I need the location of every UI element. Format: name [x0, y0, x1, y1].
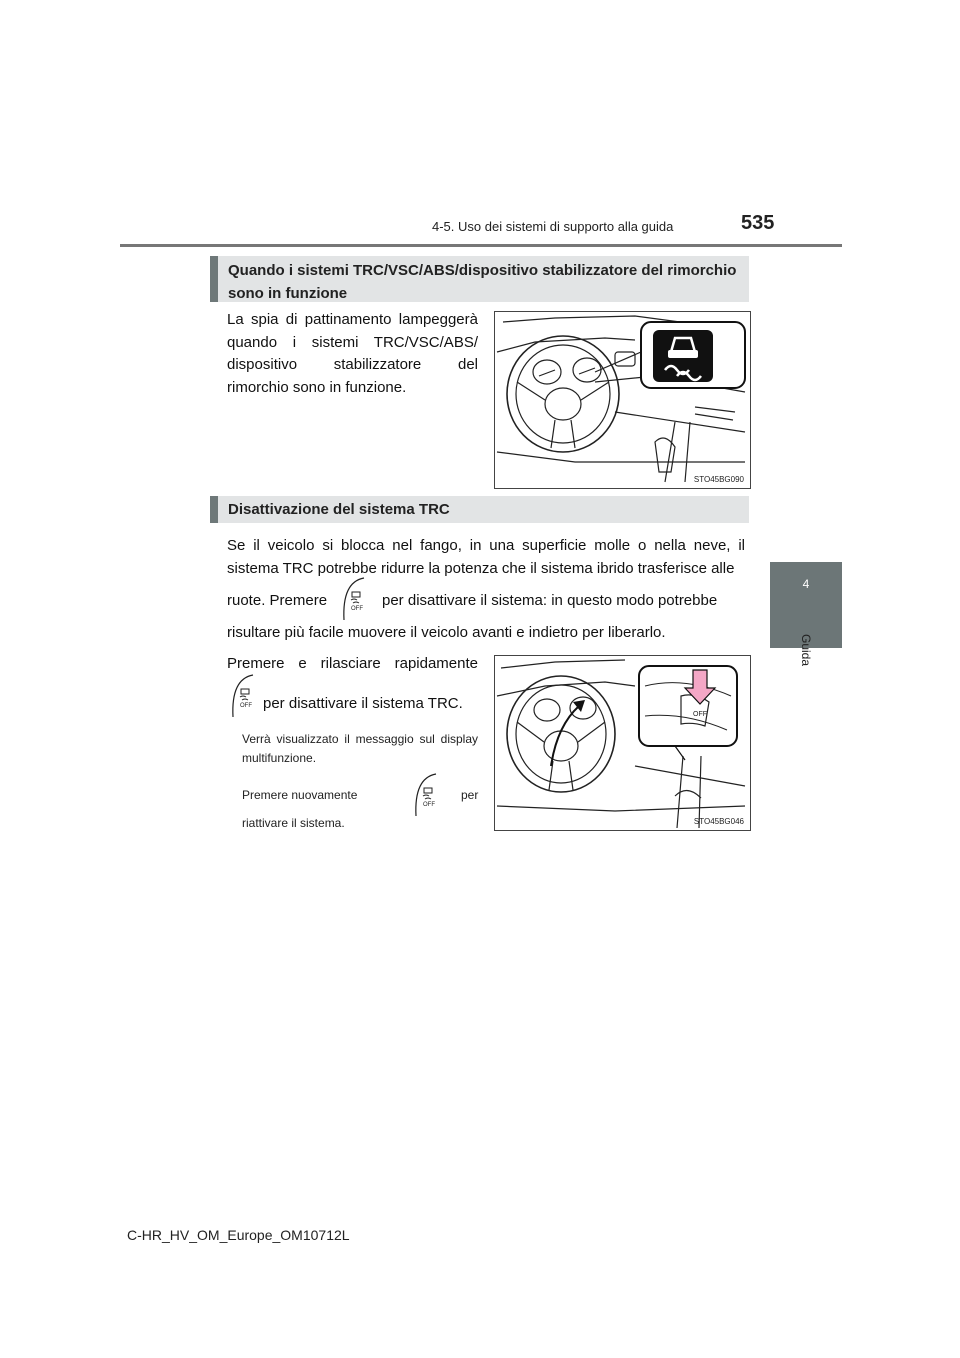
note-reactivate-before: Premere nuovamente [242, 788, 358, 802]
chapter-number: 4 [802, 577, 810, 591]
button-location-callout [639, 666, 737, 760]
slip-indicator-figure [494, 311, 751, 489]
figure-code: STO45BG090 [693, 475, 744, 484]
page-number: 535 [741, 212, 775, 234]
vsc-off-button-icon [338, 576, 372, 622]
slip-indicator-callout [641, 322, 745, 388]
step-instruction-line2: per disattivare il sistema TRC. [263, 695, 463, 712]
section-heading-trc-vsc-abs: Quando i sistemi TRC/VSC/ABS/dispositivo stabilizzatore del rimorchio sono in funzione [210, 256, 749, 302]
svg-text:OFF: OFF [351, 606, 363, 612]
chapter-label: Guida [799, 633, 813, 667]
section2-text-before-button: ruote. Premere [227, 592, 328, 609]
section2-paragraph-line1: Se il veicolo si blocca nel fango, in una superficie molle o nella neve, il sistema TRC potrebbe ridurre la potenza che il sistema ibrido trasferisce alle [227, 537, 745, 577]
trc-off-button-figure [494, 655, 751, 831]
dashboard-button-illustration [495, 656, 750, 830]
section1-paragraph: La spia di pattinamento lampeggerà quando i sistemi TRC/VSC/ABS/ dispositivo stabilizzatore del rimorchio sono in funzione. [227, 311, 478, 396]
section-heading-trc-off: Disattivazione del sistema TRC [210, 496, 749, 523]
vsc-off-button-icon [410, 772, 444, 818]
running-header: 4-5. Uso dei sistemi di supporto alla guida [432, 219, 674, 234]
svg-text:OFF: OFF [693, 711, 707, 718]
note-reactivate-end: riattivare il sistema. [242, 816, 345, 830]
step-instruction-line1: Premere e rilasciare rapidamente [227, 655, 478, 672]
note-reactivate-after: per [461, 788, 479, 802]
section2-text-after-button: per disattivare il sistema: in questo modo potrebbe [382, 592, 718, 609]
vsc-off-button-icon [227, 673, 261, 719]
svg-text:OFF: OFF [240, 703, 252, 709]
note-multi-display-message: Verrà visualizzato il messaggio sul display multifunzione. [242, 732, 478, 765]
document-id-footer: C-HR_HV_OM_Europe_OM10712L [127, 1227, 350, 1243]
dashboard-illustration [495, 312, 750, 488]
header-divider [120, 244, 842, 247]
figure-code: STO45BG046 [693, 817, 744, 826]
svg-text:OFF: OFF [423, 802, 435, 808]
section2-paragraph-line3: risultare più facile muovere il veicolo avanti e indietro per liberarlo. [227, 624, 666, 641]
